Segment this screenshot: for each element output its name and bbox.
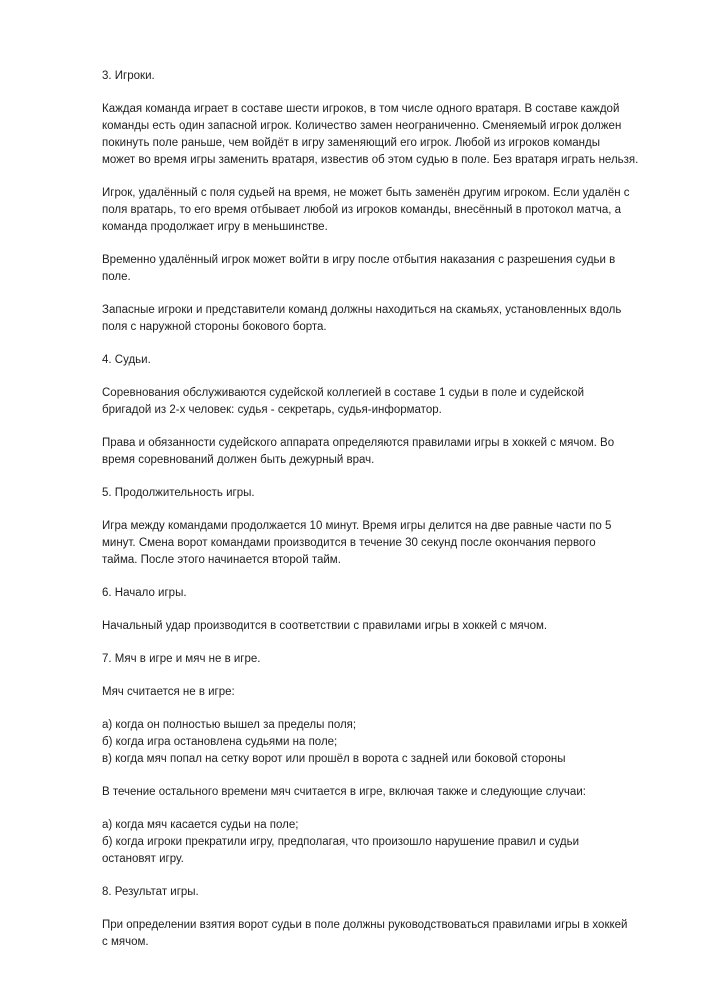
text-line: 4. Судьи. (102, 354, 151, 366)
text-line: Игра между командами продолжается 10 минут. Время игры делится на две равные части по 5 (102, 520, 612, 532)
document-body (102, 68, 662, 967)
paragraph (102, 817, 662, 868)
text-line: 8. Результат игры. (102, 886, 199, 898)
text-line: команда продолжает игру в меньшинстве. (102, 221, 328, 233)
text-line: Соревнования обслуживаются судейской коллегией в составе 1 судьи в поле и судейской (102, 387, 585, 399)
text-line: Запасные игроки и представители команд должны находиться на скамьях, установленных вдоль (102, 304, 622, 316)
section-heading (102, 68, 662, 85)
section-heading (102, 485, 662, 502)
paragraph (102, 435, 662, 469)
paragraph (102, 684, 662, 701)
text-line: В течение остального времени мяч считается в игре, включая также и следующие случаи: (102, 786, 586, 798)
text-line: покинуть поле раньше, чем войдёт в игру заменяющий его игрок. Любой из игроков команды (102, 137, 600, 149)
text-line: Мяч считается не в игре: (102, 686, 235, 698)
paragraph (102, 302, 662, 336)
paragraph (102, 618, 662, 635)
text-line: поле. (102, 271, 131, 283)
text-line: поля с наружной стороны бокового борта. (102, 321, 327, 333)
text-line: может во время игры заменить вратаря, известив об этом судью в поле. Без вратаря играть нельзя. (102, 154, 639, 166)
text-line: Игрок, удалённый с поля судьей на время, не может быть заменён другим игроком. Если удалён с (102, 187, 630, 199)
text-line: Начальный удар производится в соответствии с правилами игры в хоккей с мячом. (102, 620, 548, 632)
paragraph (102, 717, 662, 768)
text-line: время соревнований должен быть дежурный врач. (102, 454, 375, 466)
text-line: б) когда игроки прекратили игру, предполагая, что произошло нарушение правил и судьи (102, 836, 580, 848)
paragraph (102, 252, 662, 286)
text-line: б) когда игра остановлена судьями на поле; (102, 736, 338, 748)
text-line: тайма. После этого начинается второй тайм. (102, 554, 341, 566)
text-line: в) когда мяч попал на сетку ворот или прошёл в ворота с задней или боковой стороны (102, 753, 566, 765)
paragraph (102, 917, 662, 951)
text-line: Временно удалённый игрок может войти в игру после отбытия наказания с разрешения судьи в (102, 254, 616, 266)
text-line: остановят игру. (102, 853, 184, 865)
paragraph (102, 385, 662, 419)
text-line: 5. Продолжительность игры. (102, 487, 255, 499)
text-line: Права и обязанности судейского аппарата определяются правилами игры в хоккей с мячом. Во (102, 437, 615, 449)
text-line: с мячом. (102, 936, 149, 948)
paragraph (102, 518, 662, 569)
text-line: поля вратарь, то его время отбывает любой из игроков команды, внесённый в протокол матча, а (102, 204, 622, 216)
text-line: бригадой из 2-х человек: судья - секретарь, судья-информатор. (102, 404, 442, 416)
section-heading (102, 884, 662, 901)
text-line: а) когда мяч касается судьи на поле; (102, 819, 299, 831)
text-line: команды есть один запасной игрок. Количество замен неограниченно. Сменяемый игрок должен (102, 120, 622, 132)
section-heading (102, 651, 662, 668)
section-heading (102, 352, 662, 369)
paragraph (102, 185, 662, 236)
paragraph (102, 784, 662, 801)
text-line: а) когда он полностью вышел за пределы поля; (102, 719, 357, 731)
text-line: минут. Смена ворот командами производится в течение 30 секунд после окончания первого (102, 537, 596, 549)
text-line: 7. Мяч в игре и мяч не в игре. (102, 653, 261, 665)
text-line: 3. Игроки. (102, 70, 155, 82)
text-line: При определении взятия ворот судьи в поле должны руководствоваться правилами игры в хоккей (102, 919, 628, 931)
section-heading (102, 585, 662, 602)
text-line: 6. Начало игры. (102, 587, 187, 599)
paragraph (102, 101, 662, 169)
text-line: Каждая команда играет в составе шести игроков, в том числе одного вратаря. В составе каждой (102, 103, 620, 115)
